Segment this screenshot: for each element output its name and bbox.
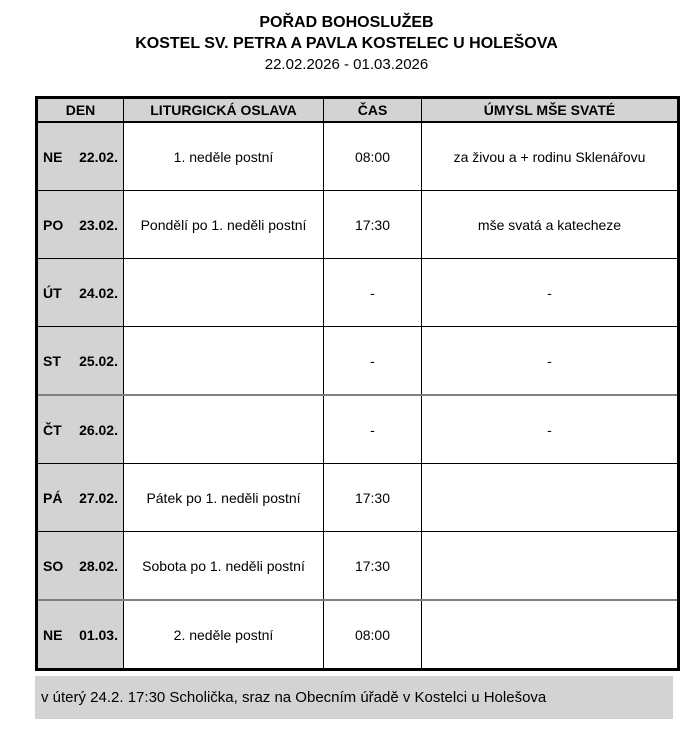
day-cell	[37, 191, 124, 259]
document-header	[0, 12, 693, 75]
day-abbreviation: NE	[43, 148, 63, 165]
celebration-cell	[124, 259, 324, 327]
celebration-cell	[124, 327, 324, 396]
day-label	[38, 217, 123, 233]
table-row	[37, 532, 679, 601]
intention-cell: za živou a + rodinu Sklenářovu	[422, 122, 679, 191]
intention-cell: mše svatá a katecheze	[422, 191, 679, 259]
time-cell: -	[324, 259, 422, 327]
table-row	[37, 327, 679, 396]
church-name: KOSTEL SV. PETRA A PAVLA KOSTELEC U HOLEŠOVA	[135, 35, 558, 52]
day-date: 27.02.	[79, 489, 118, 506]
time-cell: -	[324, 395, 422, 464]
day-cell	[37, 600, 124, 670]
time-cell: 08:00	[324, 122, 422, 191]
day-label	[38, 285, 123, 301]
schedule-body	[37, 122, 679, 670]
day-cell	[37, 259, 124, 327]
document-title: POŘAD BOHOSLUŽEB	[259, 14, 434, 31]
celebration-cell: 1. neděle postní	[124, 122, 324, 191]
day-date: 25.02.	[79, 352, 118, 369]
celebration-cell: Pátek po 1. neděli postní	[124, 464, 324, 532]
day-date: 26.02.	[79, 421, 118, 438]
day-abbreviation: ST	[43, 352, 61, 369]
day-cell	[37, 395, 124, 464]
intention-cell	[422, 464, 679, 532]
day-date: 28.02.	[79, 557, 118, 574]
mass-schedule-table	[35, 96, 680, 671]
table-row	[37, 600, 679, 670]
celebration-cell	[124, 395, 324, 464]
day-date: 22.02.	[79, 148, 118, 165]
intention-cell: -	[422, 395, 679, 464]
day-label	[38, 490, 123, 506]
column-header-intention: ÚMYSL MŠE SVATÉ	[422, 98, 679, 123]
date-range: 22.02.2026 - 01.03.2026	[264, 56, 429, 73]
celebration-cell: 2. neděle postní	[124, 600, 324, 670]
column-header-time: ČAS	[324, 98, 422, 123]
table-row	[37, 395, 679, 464]
celebration-cell: Pondělí po 1. neděli postní	[124, 191, 324, 259]
table-header-row	[37, 98, 679, 123]
day-abbreviation: ÚT	[43, 284, 62, 301]
intention-cell	[422, 532, 679, 601]
time-cell: 17:30	[324, 191, 422, 259]
day-label	[38, 627, 123, 643]
intention-cell: -	[422, 259, 679, 327]
day-cell	[37, 327, 124, 396]
day-cell	[37, 464, 124, 532]
intention-cell	[422, 600, 679, 670]
day-label	[38, 558, 123, 574]
column-header-day: DEN	[37, 98, 124, 123]
day-cell	[37, 532, 124, 601]
day-abbreviation: PÁ	[43, 489, 63, 506]
day-date: 24.02.	[79, 284, 118, 301]
day-date: 23.02.	[79, 216, 118, 233]
intention-cell: -	[422, 327, 679, 396]
day-abbreviation: NE	[43, 626, 63, 643]
table-row	[37, 464, 679, 532]
table-row	[37, 191, 679, 259]
footer-note-bar	[35, 676, 673, 719]
footer-note-text: v úterý 24.2. 17:30 Scholička, sraz na Obecním úřadě v Kostelci u Holešova	[41, 689, 547, 706]
day-abbreviation: ČT	[43, 421, 62, 438]
day-date: 01.03.	[79, 626, 118, 643]
day-abbreviation: PO	[43, 216, 64, 233]
table-row	[37, 259, 679, 327]
time-cell: -	[324, 327, 422, 396]
day-abbreviation: SO	[43, 557, 64, 574]
table-row	[37, 122, 679, 191]
time-cell: 17:30	[324, 532, 422, 601]
day-label	[38, 422, 123, 438]
time-cell: 17:30	[324, 464, 422, 532]
day-cell	[37, 122, 124, 191]
column-header-celebration: LITURGICKÁ OSLAVA	[124, 98, 324, 123]
day-label	[38, 149, 123, 165]
time-cell: 08:00	[324, 600, 422, 670]
celebration-cell: Sobota po 1. neděli postní	[124, 532, 324, 601]
day-label	[38, 353, 123, 369]
